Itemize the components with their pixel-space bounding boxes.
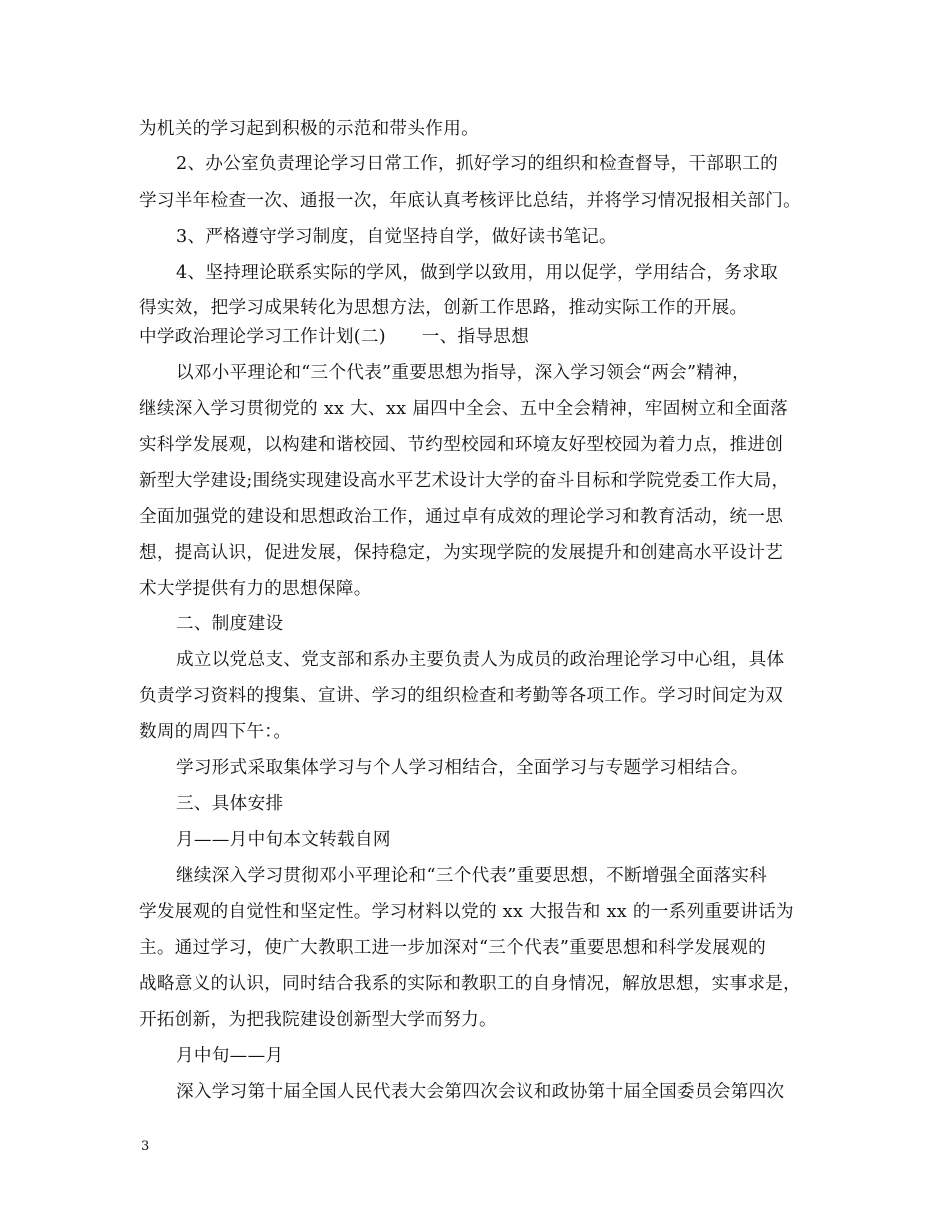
text-line: 2、办公室负责理论学习日常工作，抓好学习的组织和检查督导，干部职工的 xyxy=(176,154,778,174)
text-line: 深入学习第十届全国人民代表大会第四次会议和政协第十届全国委员会第四次 xyxy=(176,1082,785,1102)
text-line: 学习半年检查一次、通报一次，年底认真考核评比总结，并将学习情况报相关部门。 xyxy=(139,191,802,211)
text-line: 负责学习资料的搜集、宣讲、学习的组织检查和考勤等各项工作。学习时间定为双 xyxy=(139,686,784,706)
text-line: 实科学发展观，以构建和谐校园、节约型校园和环境友好型校园为着力点，推进创 xyxy=(139,435,784,455)
text-line: 术大学提供有力的思想保障。 xyxy=(139,579,372,599)
text-line: 主。通过学习，使广大教职工进一步加深对“三个代表”重要思想和科学发展观的 xyxy=(139,938,766,958)
text-line: 月中旬——月 xyxy=(176,1046,284,1066)
text-line: 继续深入学习贯彻邓小平理论和“三个代表”重要思想，不断增强全面落实科 xyxy=(176,866,768,886)
text-line: 3、严格遵守学习制度，自觉坚持自学，做好读书笔记。 xyxy=(176,227,617,247)
text-line: 战略意义的认识，同时结合我系的实际和教职工的自身情况，解放思想，实事求是， xyxy=(139,974,802,994)
text-line: 全面加强党的建设和思想政治工作，通过卓有成效的理论学习和教育活动，统一思 xyxy=(139,507,784,527)
text-line: 新型大学建设;围绕实现建设高水平艺术设计大学的奋斗目标和学院党委工作大局， xyxy=(139,471,790,491)
text-line: 开拓创新，为把我院建设创新型大学而努力。 xyxy=(139,1010,497,1030)
page-number: 3 xyxy=(141,1139,150,1154)
text-line: 得实效，把学习成果转化为思想方法，创新工作思路，推动实际工作的开展。 xyxy=(139,298,748,318)
text-line: 想，提高认识，促进发展，保持稳定，为实现学院的发展提升和创建高水平设计艺 xyxy=(139,543,784,563)
text-line: 继续深入学习贯彻党的 xx 大、xx 届四中全会、五中全会精神，牢固树立和全面落 xyxy=(139,399,789,419)
section-heading: 三、具体安排 xyxy=(176,794,284,814)
text-line: 以邓小平理论和“三个代表”重要思想为指导，深入学习领会“两会”精神， xyxy=(176,363,750,383)
text-line: 4、坚持理论联系实际的学风，做到学以致用，用以促学，学用结合，务求取 xyxy=(176,263,778,283)
text-line: 学习形式采取集体学习与个人学习相结合，全面学习与专题学习相结合。 xyxy=(176,758,749,778)
text-line: 为机关的学习起到积极的示范和带头作用。 xyxy=(139,119,479,139)
text-line: 学发展观的自觉性和坚定性。学习材料以党的 xx 大报告和 xx 的一系列重要讲话为 xyxy=(139,902,794,922)
text-line: 月——月中旬本文转载自网 xyxy=(176,830,391,850)
text-line: 数周的周四下午：。 xyxy=(139,722,292,742)
text-line: 成立以党总支、党支部和系办主要负责人为成员的政治理论学习中心组，具体 xyxy=(176,650,785,670)
section-heading: 二、制度建设 xyxy=(176,614,284,634)
section-heading: 中学政治理论学习工作计划(二) 一、指导思想 xyxy=(139,327,530,347)
